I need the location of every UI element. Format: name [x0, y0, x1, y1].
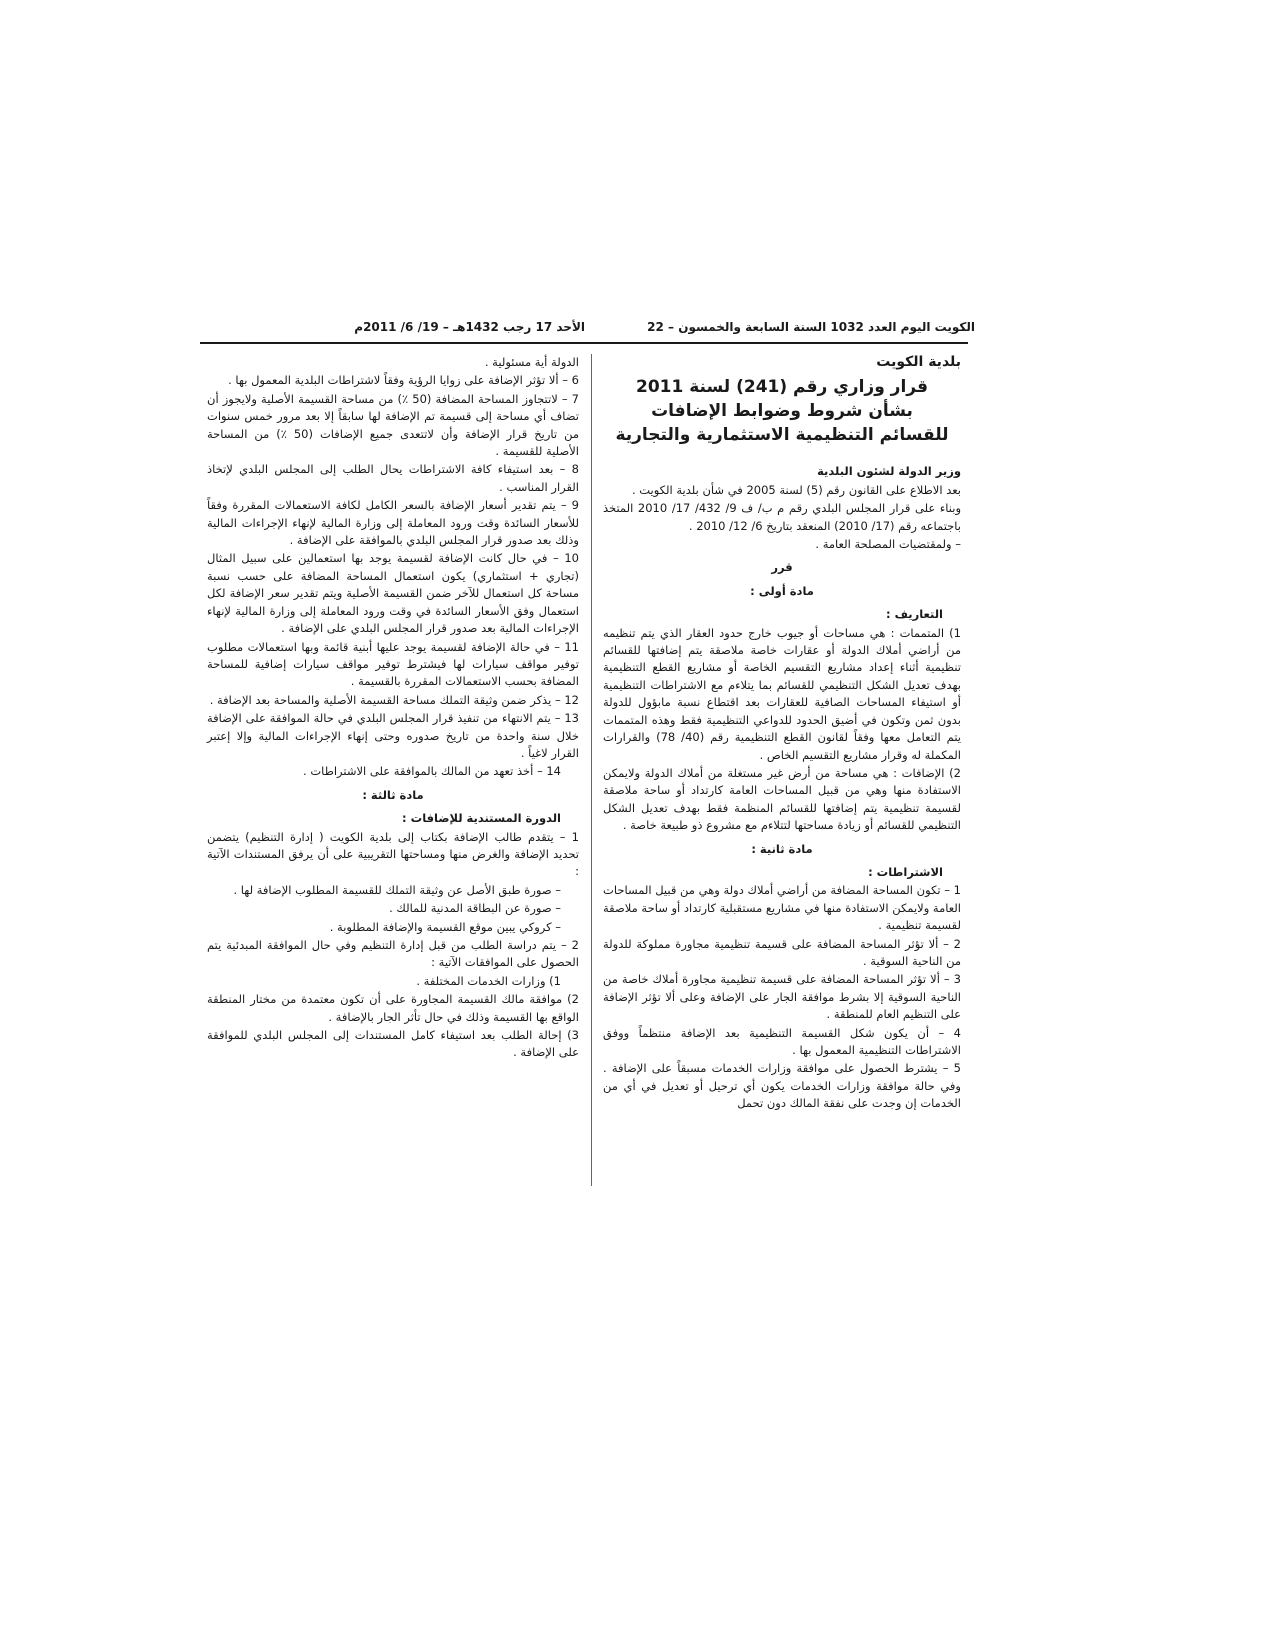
procedure-1: 1 – يتقدم طالب الإضافة بكتاب إلى بلدية الكويت ( إدارة التنظيم) يتضمن تحديد الإضافة والغرض منها ومساحتها التقريبية على أن يرفق المستندات الآتية :	[207, 829, 579, 879]
header-rule	[200, 342, 968, 344]
preamble-3: – ولمقتضيات المصلحة العامة .	[815, 537, 961, 552]
page-header-date: الأحد 17 رجب 1432هـ – 19/ 6/ 2011م	[354, 320, 585, 334]
definition-1: 1) المتممات : هي مساحات أو جيوب خارج حدود العقار الذي يتم تنظيمه من أراضي أملاك الدولة أو عقارات خاصة ملاصقة يتم إضافتها للقسائم تنظيمية أثناء إعداد مشاريع التقسيم الخاصة أو مشاريع القطع التنظيمية بهدف تعديل الشكل التنظيمي للقسائم بما يتلاءم مع الاشتراطات التنظيمية أو استيفاء المساحات الصافية للعقارات بعد اقتطاع نسبة مابؤول للدولة بدون ثمن وتكون في أضيق الحدود للدواعي التنظيمية فقط وهذه المتممات يتم التعامل معها وفقاً لقانون القطع التنظيمية رقم (40/ 78) والقرارات المكملة له وقرار مشاريع التقسيم الخاص .	[603, 625, 961, 762]
condition-5: 5 – يشترط الحصول على موافقة وزارات الخدمات مسبقاً على الإضافة . وفي حالة موافقة وزارات الخدمات يكون أي ترحيل أو تعديل في أي من الخدمات إن وجدت على نفقة المالك دون تحمل	[603, 1061, 961, 1111]
condition-3: 3 – ألا تؤثر المساحة المضافة على قسيمة تنظيمية مجاورة أملاك خاصة من الناحية السوقية إلا بشرط موافقة الجار على الإضافة وعلى ألا تؤثر الإضافة على التنظيم العام للمنطقة .	[603, 972, 961, 1022]
condition-4: 4 – أن يكون شكل القسيمة التنظيمية بعد الإضافة منتظماً ووفق الاشتراطات التنظيمية المعمول بها .	[603, 1025, 961, 1057]
article-1-heading: مادة أولى :	[750, 583, 814, 598]
document-cycle-heading: الدورة المستندية للإضافات :	[402, 811, 561, 826]
preamble-2: وبناء على قرار المجلس البلدي رقم م ب/ ف 9/ 432/ 17/ 2010 المتخذ باجتماعه رقم (17/ 2010) المنعقد بتاريخ 6/ 12/ 2010 .	[603, 501, 962, 533]
minister-line: وزير الدولة لشئون البلدية	[817, 464, 961, 479]
article-3-heading: مادة ثالثة :	[362, 787, 424, 802]
condition-8: 8 – بعد استيفاء كافة الاشتراطات يحال الطلب إلى المجلس البلدي لإتخاذ القرار المناسب .	[207, 462, 579, 494]
condition-2: 2 – ألا تؤثر المساحة المضافة على قسيمة تنظيمية مجاورة مملوكة للدولة من الناحية السوقية .	[603, 936, 961, 968]
procedure-2-item-3: 3) إحالة الطلب بعد استيفاء كامل المستندات إلى المجلس البلدي للموافقة على الإضافة .	[207, 1028, 579, 1060]
decree-title-line-1: قرار وزاري رقم (241) لسنة 2011	[635, 377, 929, 398]
condition-7: 7 – لاتتجاوز المساحة المضافة (50 ٪) من مساحة القسيمة الأصلية ولايجوز أن تضاف أي مساحة إلى قسيمة تم الإضافة لها سابقاً إلا بعد مرور خمس سنوات من تاريخ قرار الإضافة وأن لاتتعدى جميع الإضافات (50 ٪) من المساحة الأصلية للقسيمة .	[207, 391, 579, 459]
decided-heading: قرر	[771, 560, 793, 575]
article-2-heading: مادة ثانية :	[751, 841, 813, 856]
preamble-1: بعد الاطلاع على القانون رقم (5) لسنة 2005 في شأن بلدية الكويت .	[631, 482, 961, 497]
condition-12: 12 – يذكر ضمن وثيقة التملك مساحة القسيمة الأصلية والمساحة بعد الإضافة .	[209, 692, 579, 707]
right-column	[603, 354, 961, 1114]
column-divider	[591, 354, 592, 1186]
condition-1: 1 – تكون المساحة المضافة من أراضي أملاك دولة وهي من قبيل المساحات العامة ولايمكن الاستفادة منها في مشاريع مستقبلية كارتداد أو ساحة ملاصقة لقسيمة تنظيمية .	[603, 883, 961, 933]
procedure-2-item-1: 1) وزارات الخدمات المختلفة .	[416, 973, 561, 988]
decree-title-line-3: للقسائم التنظيمية الاستثمارية والتجارية	[615, 425, 949, 446]
continuation-text: الدولة أية مسئولية .	[484, 355, 579, 369]
page-header-issue: الكويت اليوم العدد 1032 السنة السابعة والخمسون – 22	[647, 320, 975, 334]
condition-10: 10 – في حال كانت الإضافة لقسيمة يوجد بها استعمالين على سبيل المثال (تجاري + استثماري) يكون استعمال المساحة المضافة على حسب نسبة مساحة كل استعمال للآخر ضمن القسيمة الأصلية ويتم تقدير سعر الإضافة لكل استعمال وفق الأسعار السائدة في وقت ورود المعاملة إلى وزارة المالية لإنهاء الإجراءات المالية بعد صدور قرار المجلس البلدي على الإضافة .	[207, 551, 579, 636]
procedure-1-item-b: – صورة عن البطاقة المدنية للمالك .	[389, 901, 561, 916]
condition-13: 13 – يتم الانتهاء من تنفيذ قرار المجلس البلدي في حالة الموافقة على الإضافة خلال سنة واحدة من تاريخ صدوره وحتى إنهاء الإجراءات المالية وإلا إعتبر القرار لاغياً .	[207, 711, 579, 760]
procedure-1-item-a: – صورة طبق الأصل عن وثيقة التملك للقسيمة المطلوب الإضافة لها .	[233, 882, 561, 897]
decree-title	[603, 375, 961, 447]
condition-6: 6 – ألا تؤثر الإضافة على زوايا الرؤية وفقاً لاشتراطات البلدية المعمول بها .	[228, 373, 579, 388]
condition-9: 9 – يتم تقدير أسعار الإضافة بالسعر الكامل لكافة الاستعمالات المقررة وفقاً للأسعار السائدة وقت ورود المعاملة إلى وزارة المالية لإنهاء الإجراءات المالية وذلك بعد صدور قرار المجلس البلدي بالموافقة على الإضافة .	[207, 498, 579, 548]
procedure-2-item-2: 2) موافقة مالك القسيمة المجاورة على أن تكون معتمدة من مختار المنطقة الواقع بها القسيمة وذلك في حال تأثر الجار بالإضافة .	[207, 992, 579, 1024]
condition-14: 14 – أخذ تعهد من المالك بالموافقة على الاشتراطات .	[303, 764, 561, 779]
organization-name: بلدية الكويت	[876, 354, 961, 370]
procedure-2: 2 – يتم دراسة الطلب من قبل إدارة التنظيم وفي حال الموافقة المبدئية يتم الحصول على الموافقات الآتية :	[207, 938, 579, 970]
left-column	[207, 354, 579, 1063]
conditions-heading: الاشتراطات :	[868, 864, 943, 879]
procedure-1-item-c: – كروكي يبين موقع القسيمة والإضافة المطلوبة .	[329, 919, 561, 934]
decree-title-line-2: بشأن شروط وضوابط الإضافات	[651, 401, 913, 422]
condition-11: 11 – في حالة الإضافة لقسيمة يوجد عليها أبنية قائمة وبها استعمالات مطلوب توفير مواقف سيارات لها فيشترط توفير مواقف سيارات إضافية للمساحة المضافة بحسب الاستعمالات المقررة بالقسيمة .	[207, 639, 579, 689]
definition-2: 2) الإضافات : هي مساحة من أرض غير مستغلة من أملاك الدولة ولايمكن الاستفادة منها وهي من قبيل المساحات العامة كارتداد أو ساحة ملاصقة لقسيمة تنظيمية يتم إضافتها للقسائم المنظمة فقط بهدف تعديل الشكل التنظيمي للقسائم أو زيادة مساحتها لتتلاءم مع مشروع ذو طبيعة خاصة .	[603, 765, 961, 833]
definitions-heading: التعاريف :	[885, 607, 943, 622]
